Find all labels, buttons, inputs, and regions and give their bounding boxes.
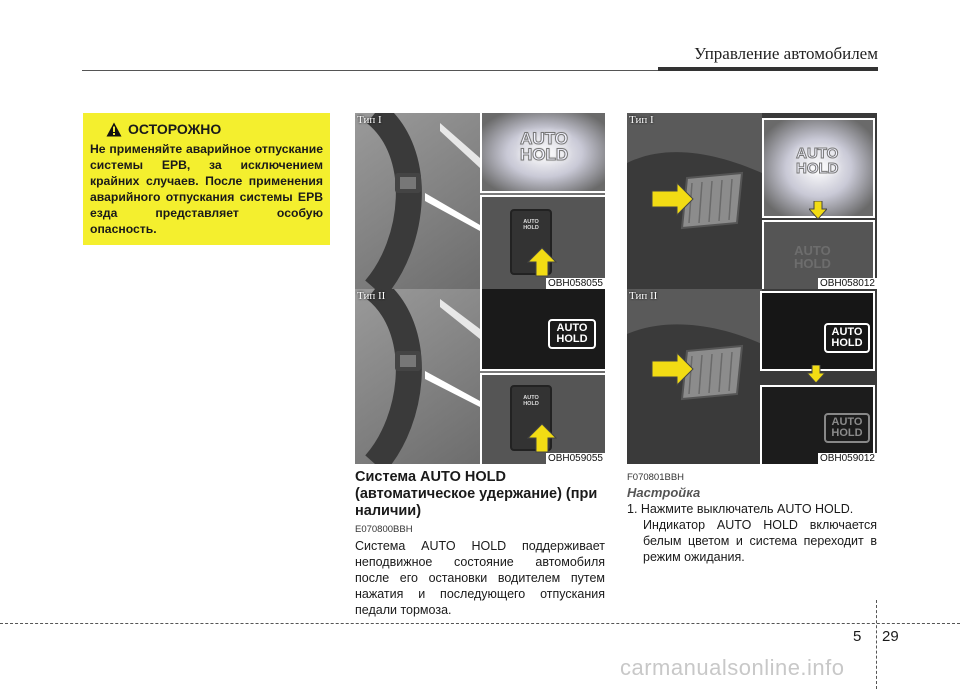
subsection-code: F070801BBH [627, 472, 685, 483]
auto-hold-indicator: AUTO HOLD [548, 319, 596, 349]
arrow-up-icon [527, 423, 557, 453]
subsection-heading: Настройка [627, 485, 701, 500]
figure-code: OBH059012 [819, 453, 875, 464]
warning-box [83, 113, 330, 245]
figure-type1-console [355, 113, 605, 289]
inset-indicator-dark [760, 291, 875, 371]
inset-button [480, 373, 605, 464]
watermark-text: carmanualsonline.info [620, 655, 845, 680]
auto-hold-indicator: AUTO HOLD [796, 145, 839, 177]
inset-button [480, 195, 605, 289]
section-number: 5 [853, 628, 862, 645]
auto-hold-indicator-off: AUTO HOLD [824, 413, 870, 443]
figure-code: OBH058012 [819, 278, 875, 289]
warning-header [106, 121, 323, 137]
inset-indicator-dark [480, 289, 605, 371]
footer-rule [0, 623, 960, 624]
page-header-title: Управление автомобилем [694, 44, 878, 63]
figure-type-label: Тип I [629, 114, 654, 126]
arrow-up-icon [527, 247, 557, 277]
footer-divider [876, 600, 877, 689]
figure-type2-console [355, 289, 605, 464]
header-rule-accent [658, 67, 878, 71]
warning-text: Не применяйте аварийное отпускание системы EPB, за исключением крайних случаев. После применения аварийного отпускания системы EPB езда представляет особую опасность. [90, 142, 323, 236]
section-code: E070800BBH [355, 524, 413, 535]
step-detail: Индикатор AUTO HOLD включается белым цветом и система переходит в режим ожидания. [643, 518, 877, 564]
inset-indicator-glow [480, 113, 605, 193]
auto-hold-indicator-off: AUTO HOLD [794, 243, 831, 271]
figure-type2-pedal [627, 289, 877, 464]
step-lead: 1. Нажмите выключатель AUTO HOLD. [627, 502, 854, 516]
section-body: Система AUTO HOLD поддерживает неподвижное состояние автомобиля после его остановки водителем путем нажатия и последующего отпускания педали тормоза. [355, 539, 605, 617]
arrow-down-icon [807, 365, 825, 383]
arrow-down-icon [809, 201, 827, 219]
figure-type1-pedal [627, 113, 877, 289]
warning-title: ОСТОРОЖНО [128, 121, 222, 137]
switch-label: AUTO HOLD [523, 219, 539, 231]
figure-code: OBH059055 [547, 453, 603, 464]
step-item [627, 501, 877, 565]
figure-code: OBH058055 [547, 278, 603, 289]
section-title: Система AUTO HOLD (автоматическое удержание) (при наличии) [355, 469, 598, 519]
auto-hold-indicator: AUTO HOLD [824, 323, 870, 353]
figure-type-label: Тип II [629, 290, 658, 302]
auto-hold-indicator: AUTO HOLD [520, 129, 569, 164]
page-number: 29 [882, 628, 899, 645]
figure-type-label: Тип II [357, 290, 386, 302]
switch-label: AUTO HOLD [523, 395, 539, 407]
warning-triangle-icon [106, 122, 122, 137]
figure-type-label: Тип I [357, 114, 382, 126]
